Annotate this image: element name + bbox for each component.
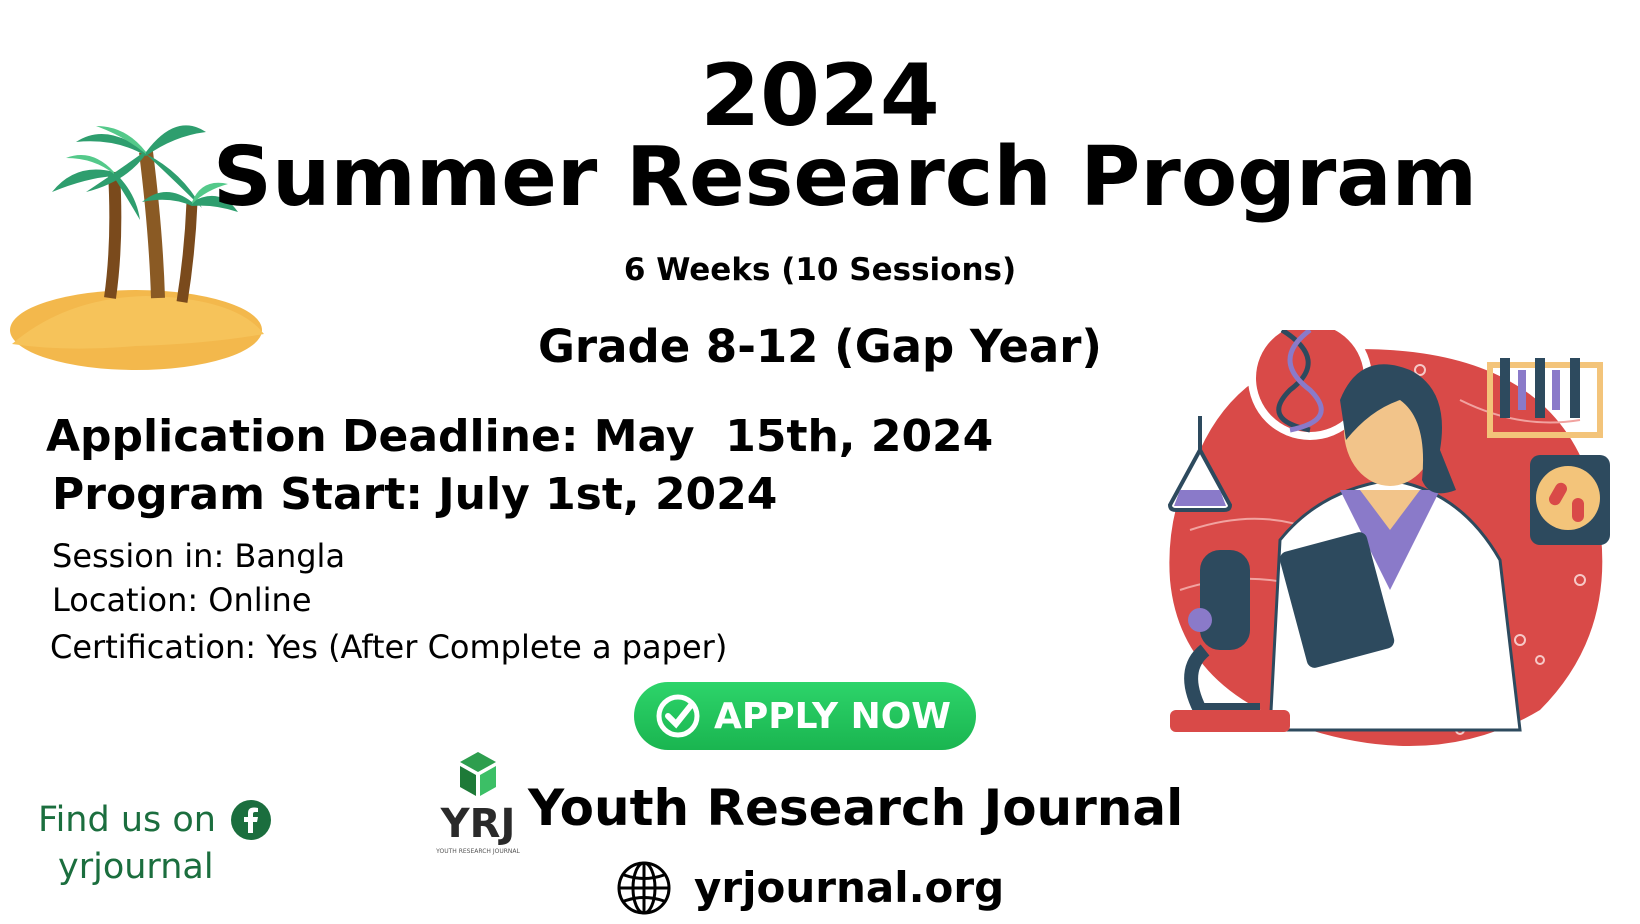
- website-link[interactable]: yrjournal.org: [694, 863, 1005, 912]
- program-duration: 6 Weeks (10 Sessions): [623, 252, 1017, 288]
- find-us-on: [38, 798, 272, 842]
- logo-mark-icon: [448, 752, 508, 800]
- check-circle-icon: [654, 692, 702, 740]
- application-deadline: Application Deadline: May 15th, 2024: [46, 411, 994, 462]
- globe-icon: [616, 860, 672, 916]
- scientist-illustration: [1160, 330, 1620, 760]
- certification-info: Certification: Yes (After Complete a paper): [50, 628, 728, 666]
- journal-name: Youth Research Journal: [528, 779, 1184, 837]
- program-year: 2024: [700, 46, 940, 146]
- find-us-label: Find us on: [38, 800, 216, 840]
- apply-now-button[interactable]: [634, 682, 976, 750]
- program-grade: Grade 8-12 (Gap Year): [537, 320, 1103, 373]
- program-title: Summer Research Program: [212, 130, 1478, 225]
- social-handle[interactable]: yrjournal: [58, 847, 214, 887]
- program-start-date: Program Start: July 1st, 2024: [52, 469, 778, 520]
- session-language: Session in: Bangla: [52, 537, 346, 575]
- yrj-logo: [430, 752, 526, 856]
- logo-text: YRJ: [440, 801, 516, 847]
- facebook-icon[interactable]: [230, 799, 272, 841]
- program-location: Location: Online: [52, 581, 312, 619]
- logo-subtext: YOUTH RESEARCH JOURNAL: [436, 848, 520, 855]
- apply-now-label: APPLY NOW: [714, 695, 952, 737]
